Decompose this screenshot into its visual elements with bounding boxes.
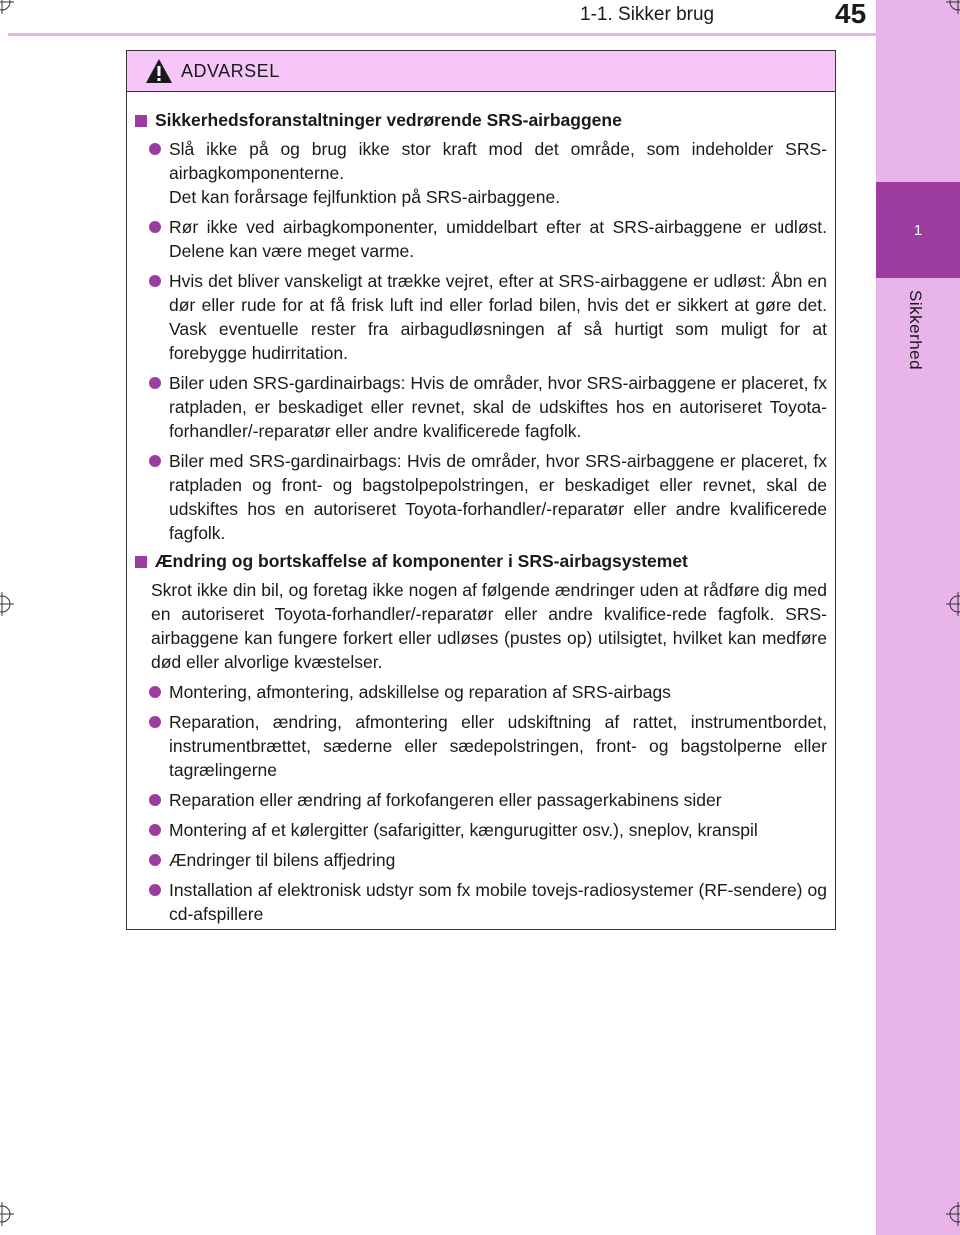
- list-item-text: Montering af et kølergitter (safarigitter, kængurugitter osv.), sneplov, kranspil: [169, 820, 758, 840]
- bullet-dot-icon: [149, 794, 161, 806]
- bullet-dot-icon: [149, 275, 161, 287]
- bullet-dot-icon: [149, 884, 161, 896]
- bullet-dot-icon: [149, 143, 161, 155]
- list-item: [131, 788, 827, 812]
- list-item: [131, 137, 827, 209]
- header-rule: [8, 33, 876, 36]
- list-item: [131, 710, 827, 782]
- registration-mark-icon: [0, 592, 14, 616]
- list-item: [131, 215, 827, 263]
- section-heading-text: Sikkerhedsforanstaltninger vedrørende SRS-airbaggene: [155, 110, 622, 130]
- warning-box: [126, 50, 836, 930]
- warning-triangle-icon: [145, 58, 173, 84]
- bullet-dot-icon: [149, 455, 161, 467]
- square-marker-icon: [135, 115, 147, 127]
- list-item: [131, 449, 827, 545]
- page-number: 45: [835, 0, 867, 29]
- square-marker-icon: [135, 556, 147, 568]
- chapter-number: 1: [913, 221, 923, 239]
- registration-mark-icon: [946, 1202, 960, 1226]
- warning-header: [127, 51, 835, 92]
- list-item-text: Ændringer til bilens affjedring: [169, 850, 396, 870]
- bullet-dot-icon: [149, 716, 161, 728]
- list-item-text: Rør ikke ved airbagkomponenter, umiddelbart efter at SRS-airbaggene er udløst. Delene kan være meget varme.: [169, 217, 827, 261]
- bullet-dot-icon: [149, 221, 161, 233]
- list-item-text: Reparation, ændring, afmontering eller udskiftning af rattet, instrumentbordet, instrumentbrættet, sæderne eller sædepolstringen, front- og bagstolperne eller tagrælingerne: [169, 712, 827, 780]
- list-item: [131, 818, 827, 842]
- registration-mark-icon: [0, 1202, 14, 1226]
- list-item: [131, 269, 827, 365]
- list-item-text: Slå ikke på og brug ikke stor kraft mod det område, som indeholder SRS-airbagkomponenterne. Det kan forårsage fejlfunktion på SRS-airbaggene.: [169, 139, 827, 207]
- warning-title: ADVARSEL: [181, 60, 280, 81]
- bullet-dot-icon: [149, 854, 161, 866]
- list-item-text: Biler uden SRS-gardinairbags: Hvis de områder, hvor SRS-airbaggene er placeret, fx ratpladen, er beskadiget eller revnet, skal de udskiftes hos en autoriseret Toyota-forhandler/-reparatør eller andre kvalificerede fagfolk.: [169, 373, 827, 441]
- list-item: [131, 371, 827, 443]
- list-item: [131, 878, 827, 926]
- section-intro: Skrot ikke din bil, og foretag ikke nogen af følgende ændringer uden at rådføre dig med en autoriseret Toyota-forhandler/-reparatør eller andre kvalifice-rede fagfolk. SRS-airbaggene kan fungere forkert eller udløses (pustes op) utilsigtet, hvilket kan medføre død eller alvorlige kvæstelser.: [151, 580, 827, 672]
- list-item-text: Installation af elektronisk udstyr som fx mobile tovejs-radiosystemer (RF-sendere) og cd-afspillere: [169, 880, 827, 924]
- list-item: [131, 848, 827, 872]
- section-heading-text: Ændring og bortskaffelse af komponenter i SRS-airbagsystemet: [155, 551, 688, 571]
- registration-mark-icon: [0, 0, 14, 14]
- registration-mark-icon: [946, 0, 960, 14]
- list-item: [131, 680, 827, 704]
- bullet-dot-icon: [149, 377, 161, 389]
- list-item-text: Reparation eller ændring af forkofangeren eller passagerkabinens sider: [169, 790, 722, 810]
- header-section-title: 1-1. Sikker brug: [580, 4, 715, 25]
- chapter-tab: [876, 182, 960, 278]
- section-heading: [131, 110, 827, 131]
- chapter-title: Sikkerhed: [906, 290, 925, 371]
- bullet-dot-icon: [149, 686, 161, 698]
- list-item-text: Biler med SRS-gardinairbags: Hvis de områder, hvor SRS-airbaggene er placeret, fx ratpladen og front- og bagstolpepolstringen, er beskadiget eller revnet, skal de udskiftes hos en autoriseret Toyota-forhandler/-reparatør eller andre kvalificerede fagfolk.: [169, 451, 827, 543]
- registration-mark-icon: [946, 592, 960, 616]
- warning-body: [127, 92, 835, 926]
- bullet-dot-icon: [149, 824, 161, 836]
- list-item-text: Montering, afmontering, adskillelse og reparation af SRS-airbags: [169, 682, 671, 702]
- section-heading: [131, 551, 827, 572]
- list-item-text: Hvis det bliver vanskeligt at trække vejret, efter at SRS-airbaggene er udløst: Åbn en dør eller rude for at få frisk luft ind eller forlad bilen, hvis det er sikkert at gøre det. Vask eventuelle rester fra airbagudløsningen af så hurtigt som muligt for at forebygge hudirritation.: [169, 271, 827, 363]
